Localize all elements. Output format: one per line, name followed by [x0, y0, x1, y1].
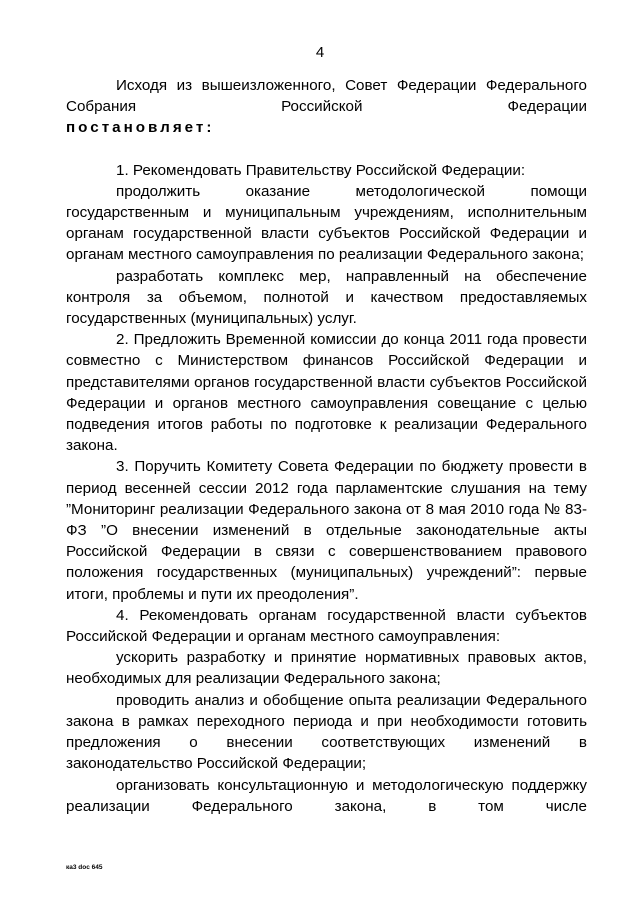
page-number: 4: [315, 44, 325, 61]
paragraph-item-4-sub-1: ускорить разработку и принятие нормативных правовых актов, необходимых для реализации Федерального закона;: [66, 649, 587, 688]
paragraph-item-1-sub-1: продолжить оказание методологической помощи государственным и муниципальным учреждениям, исполнительным органам государственной власти субъектов Российской Федерации и органам местного самоуправления по реализации Федерального закона;: [66, 182, 587, 264]
paragraph-item-1-sub-2: разработать комплекс мер, направленный на обеспечение контроля за объемом, полнотой и качеством предоставляемых государственных (муниципальных) услуг.: [66, 267, 587, 328]
paragraph-item-2: 2. Предложить Временной комиссии до конца 2011 года провести совместно с Министерством финансов Российской Федерации и представителями органов государственной власти субъектов Российской Федерации и органов местного самоуправления совещание с целью подведения итогов работы по подготовке к реализации Федерального закона.: [66, 331, 587, 455]
paragraph-item-4-sub-2: проводить анализ и обобщение опыта реализации Федерального закона в рамках переходного периода и при необходимости готовить предложения о внесении соответствующих изменений в законодательство Российской Федерации;: [66, 691, 587, 773]
paragraph-item-3: 3. Поручить Комитету Совета Федерации по бюджету провести в период весенней сессии 2012 года парламентские слушания на тему ”Мониторинг реализации Федерального закона от 8 мая 2010 года № 83-ФЗ ”О внесении изменений в отдельные законодательные акты Российской Федерации в связи с совершенствованием правового положения государственных (муниципальных) учреждений”: первые итоги, проблемы и пути их преодоления”.: [66, 458, 587, 603]
footer-file-code: ка3 doc 645: [66, 864, 103, 871]
paragraph-item-1: 1. Рекомендовать Правительству Российской Федерации:: [116, 161, 526, 179]
paragraph-gap: [66, 139, 587, 160]
paragraph-item-4: 4. Рекомендовать органам государственной власти субъектов Российской Федерации и органам местного самоуправления:: [66, 606, 587, 646]
decision-word: постановляет:: [66, 119, 215, 137]
document-body: [66, 75, 587, 817]
intro-paragraph: Исходя из вышеизложенного, Совет Федерации Федерального Собрания Российской Федерации: [66, 77, 587, 116]
paragraph-item-4-sub-3: организовать консультационную и методологическую поддержку реализации Федерального закона, в том числе: [66, 776, 587, 815]
